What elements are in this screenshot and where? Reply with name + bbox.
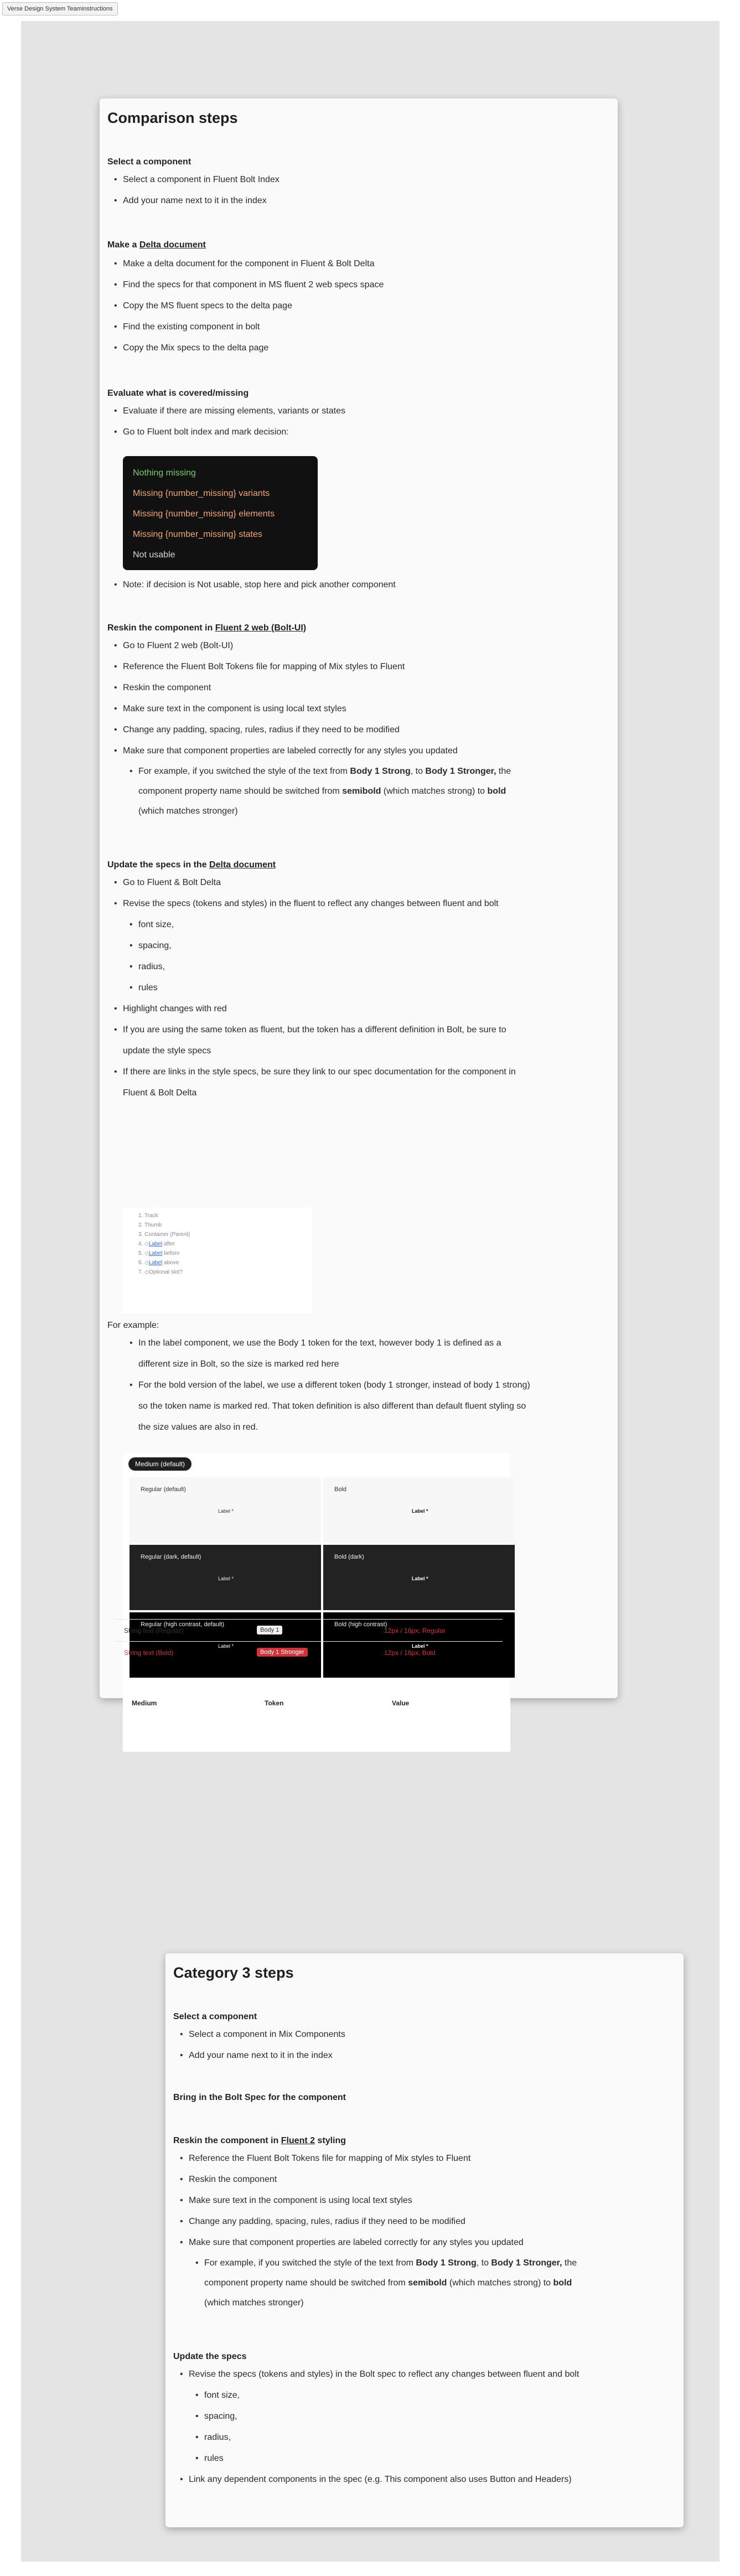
status-missing-elements: Missing {number_missing} elements: [133, 509, 275, 519]
example-label: For example:: [107, 1321, 159, 1330]
list-item: • Change any padding, spacing, rules, radius if they need to be modified: [107, 720, 511, 741]
anatomy-item: 5. ◇Label before: [138, 1250, 180, 1256]
category-3-steps-card: [165, 1953, 684, 2527]
table-divider: [115, 1641, 503, 1642]
bullet-list: [107, 169, 280, 211]
section-heading: Bring in the Bolt Spec for the component: [173, 2093, 346, 2102]
variant-cell: Bold (dark) Label *: [323, 1545, 515, 1610]
list-item: • Revise the specs (tokens and styles) in the Bolt spec to reflect any changes between fluent and bolt: [173, 2364, 579, 2385]
list-item: • Select a component in Mix Components: [173, 2024, 345, 2045]
list-item: • If there are links in the style specs, be sure they link to our spec documentation for the component in Fluent & Bolt Delta: [107, 1062, 516, 1104]
token-chip: Body 1: [257, 1626, 282, 1634]
list-item: • Evaluate if there are missing elements, variants or states: [107, 401, 345, 422]
status-not-usable: Not usable: [133, 550, 175, 560]
row-name: String text (Bold): [124, 1649, 174, 1657]
bullet-list: [107, 254, 384, 359]
section-heading: Reskin the component in Fluent 2 styling: [173, 2136, 346, 2145]
list-item: • Go to Fluent bolt index and mark decision:: [107, 422, 345, 443]
table-header: Token: [265, 1699, 284, 1707]
list-item: • Reference the Fluent Bolt Tokens file for mapping of Mix styles to Fluent: [173, 2148, 577, 2169]
bullet-list: [107, 401, 345, 443]
decision-status-box: [123, 456, 318, 570]
list-item: • font size,: [173, 2385, 579, 2406]
list-item: • spacing,: [107, 935, 516, 956]
list-item: • radius,: [107, 956, 516, 977]
delta-document-link[interactable]: Delta document: [139, 240, 206, 250]
row-name: String text (Regular): [124, 1627, 184, 1634]
table-header: Medium: [132, 1699, 157, 1707]
variant-cell: Bold Label *: [323, 1477, 515, 1543]
section-heading: Select a component: [107, 157, 192, 167]
list-item: • Make a delta document for the component in Fluent & Bolt Delta: [107, 254, 384, 275]
delta-document-link[interactable]: Delta document: [209, 860, 276, 870]
bullet-list: [107, 872, 516, 1104]
anatomy-item: 2. Thumb: [138, 1222, 162, 1228]
bullet-list: [173, 2024, 345, 2066]
row-value: 12px / 16px, Bold: [384, 1649, 436, 1657]
list-item: • Revise the specs (tokens and styles) in the fluent to reflect any changes between fluent and bolt: [107, 893, 516, 914]
anatomy-item: 6. ◇Label above: [138, 1260, 179, 1266]
token-chip: Body 1 Stronger: [257, 1648, 308, 1657]
list-item: • Find the specs for that component in MS fluent 2 web specs space: [107, 275, 384, 296]
table-divider: [115, 1619, 503, 1620]
section-heading: Update the specs: [173, 2352, 247, 2361]
spec-table-body: [115, 1619, 503, 1674]
anatomy-thumbnail: [123, 1207, 312, 1313]
list-item: • font size,: [107, 914, 516, 935]
status-missing-variants: Missing {number_missing} variants: [133, 489, 270, 498]
variant-cell: Regular (high contrast, default) Label *: [130, 1612, 321, 1678]
list-item: • Make sure that component properties are labeled correctly for any styles you updated: [173, 2232, 577, 2253]
status-missing-states: Missing {number_missing} states: [133, 530, 262, 539]
list-item: • Make sure text in the component is using local text styles: [107, 699, 511, 720]
list-item: • radius,: [173, 2427, 579, 2448]
list-item: • Select a component in Fluent Bolt Index: [107, 169, 280, 190]
anatomy-item: 7. ◇Optional slot?: [138, 1269, 183, 1275]
top-bar: [0, 0, 740, 20]
list-item: • Link any dependent components in the spec (e.g. This component also uses Button and Headers): [173, 2469, 579, 2490]
section-heading: Make a Delta document: [107, 240, 206, 250]
list-item: • Copy the MS fluent specs to the delta page: [107, 296, 384, 317]
list-item: • Copy the Mix specs to the delta page: [107, 338, 384, 359]
variant-cell: Regular (default) Label *: [130, 1477, 321, 1543]
section-heading: Select a component: [173, 2012, 257, 2021]
bullet-list: [173, 2364, 579, 2490]
status-nothing-missing: Nothing missing: [133, 468, 196, 478]
row-value: 12px / 16px, Regular: [384, 1627, 446, 1634]
list-item: • Highlight changes with red: [107, 999, 516, 1020]
list-item: • Make sure that component properties are labeled correctly for any styles you updated: [107, 741, 511, 762]
section-heading: Evaluate what is covered/missing: [107, 389, 249, 398]
list-item: • If you are using the same token as fluent, but the token has a different definition in Bolt, be sure to update the style specs: [107, 1020, 516, 1062]
list-item: • Find the existing component in bolt: [107, 317, 384, 338]
comparison-steps-card: [100, 99, 618, 1707]
list-item: • In the label component, we use the Body 1 token for the text, however body 1 is defined as a different size in Bolt, so the size is marked red here: [107, 1333, 530, 1375]
list-item-example: • For example, if you switched the style of the text from Body 1 Strong, to Body 1 Stronger, the component property name should be switched from semibold (which matches strong) to bold (which matches stronger): [173, 2253, 577, 2313]
card-title: Category 3 steps: [173, 1964, 294, 1981]
anatomy-item: 3. Container (Parent): [138, 1232, 190, 1238]
list-item: • rules: [107, 977, 516, 999]
variant-cell: Regular (dark, default) Label *: [130, 1545, 321, 1610]
section-heading: Update the specs in the Delta document: [107, 860, 276, 870]
variant-cell: Bold (high contrast) Label *: [323, 1612, 515, 1678]
section-heading: Reskin the component in Fluent 2 web (Bolt-UI): [107, 623, 307, 633]
bullet-list: [107, 575, 396, 596]
list-item: • rules: [173, 2448, 579, 2469]
list-item: • Add your name next to it in the index: [173, 2045, 345, 2066]
bullet-list: [173, 2148, 577, 2313]
list-item: • Reskin the component: [173, 2169, 577, 2190]
list-item: • spacing,: [173, 2406, 579, 2427]
fluent-2-web-link[interactable]: Fluent 2 web (Bolt-UI): [215, 623, 307, 633]
list-item: • Note: if decision is Not usable, stop here and pick another component: [107, 575, 396, 596]
size-pill: Medium (default): [128, 1457, 192, 1471]
list-item: • Change any padding, spacing, rules, radius if they need to be modified: [173, 2211, 577, 2232]
anatomy-item: 1. Track: [138, 1213, 158, 1219]
list-item: • Reference the Fluent Bolt Tokens file for mapping of Mix styles to Fluent: [107, 656, 511, 677]
list-item: • Add your name next to it in the index: [107, 190, 280, 211]
list-item: • Make sure text in the component is using local text styles: [173, 2190, 577, 2211]
list-item-example: • For example, if you switched the style of the text from Body 1 Strong, to Body 1 Stronger, the component property name should be switched from semibold (which matches strong) to bold (which matches stronger): [107, 762, 511, 821]
spec-table: [123, 1708, 510, 1752]
list-item: • For the bold version of the label, we use a different token (body 1 stronger, instead of body 1 strong) so the token name is marked red. That token definition is also different than default fluent styling so the size values are also in red.: [107, 1375, 530, 1438]
anatomy-item: 4. ◇Label after: [138, 1241, 175, 1247]
card-title: Comparison steps: [107, 110, 238, 126]
list-item: • Go to Fluent & Bolt Delta: [107, 872, 516, 893]
breadcrumb[interactable]: Verse Design System Teaminstructions: [2, 2, 118, 15]
bullet-list: [107, 635, 511, 821]
canvas: [21, 21, 720, 2562]
list-item: • Reskin the component: [107, 677, 511, 699]
table-header: Value: [392, 1699, 410, 1707]
list-item: • Go to Fluent 2 web (Bolt-UI): [107, 635, 511, 656]
bullet-list: [107, 1333, 530, 1438]
fluent-2-link[interactable]: Fluent 2: [281, 2136, 315, 2145]
